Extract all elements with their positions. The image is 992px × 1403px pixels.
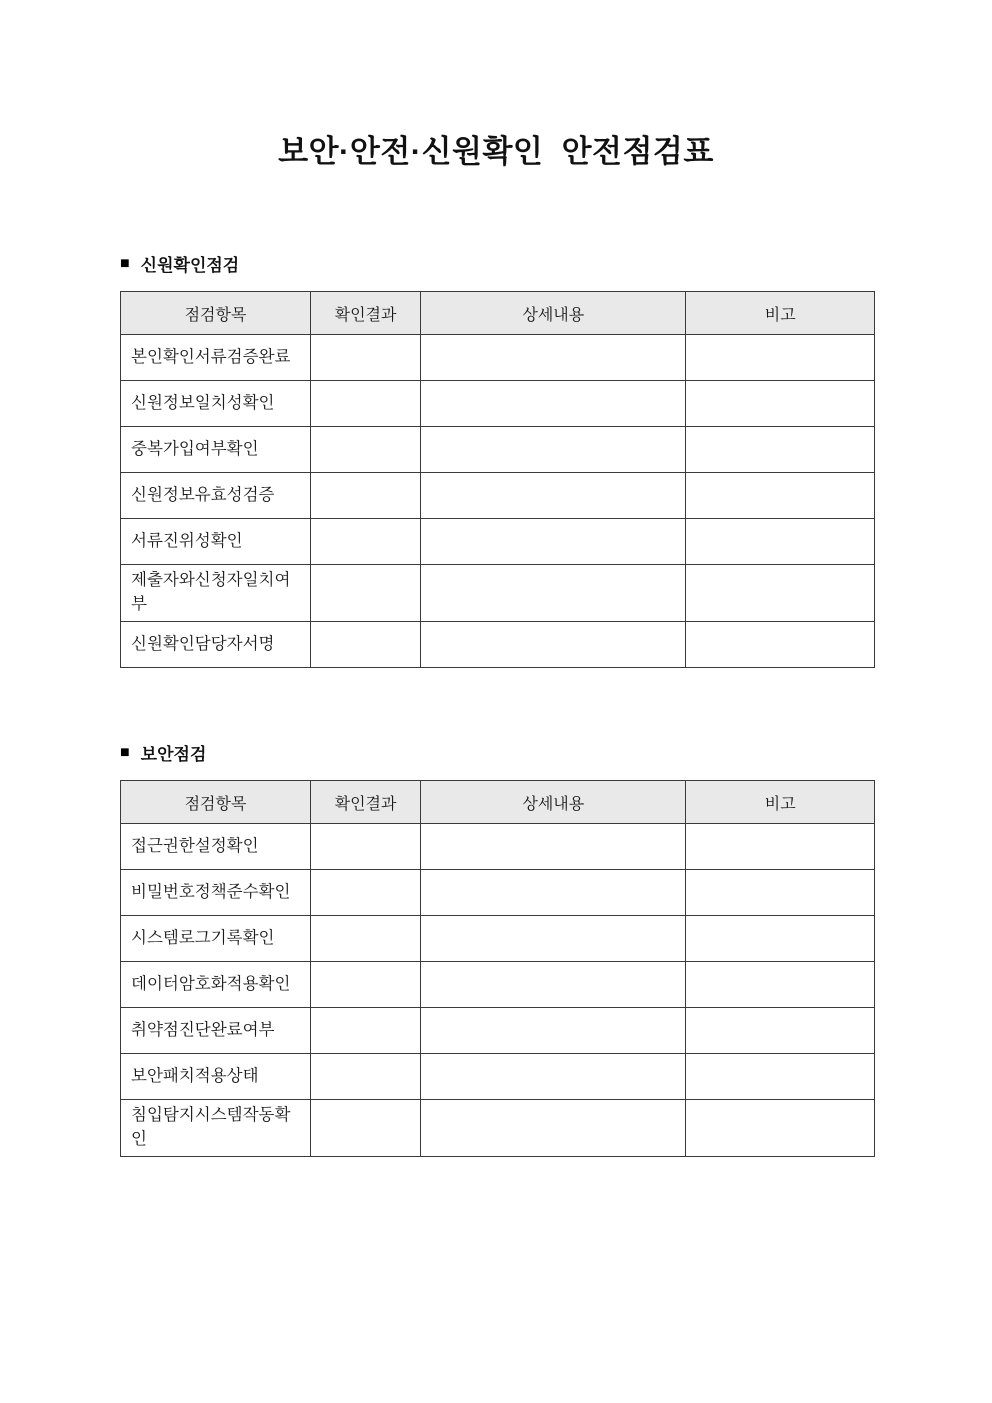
check-item-label: 데이터암호화적용확인 [121, 962, 311, 1008]
detail-cell [421, 381, 686, 427]
result-cell [311, 473, 421, 519]
table-row [121, 1008, 875, 1054]
table-row [121, 824, 875, 870]
check-item-label: 비밀번호정책준수확인 [121, 870, 311, 916]
column-header-result: 확인결과 [311, 781, 421, 824]
detail-cell [421, 870, 686, 916]
result-cell [311, 381, 421, 427]
note-cell [686, 1100, 875, 1157]
note-cell [686, 1008, 875, 1054]
note-cell [686, 824, 875, 870]
section-heading [120, 740, 875, 765]
section-security-check [120, 740, 875, 1157]
result-cell [311, 1054, 421, 1100]
column-header-note: 비고 [686, 292, 875, 335]
result-cell [311, 335, 421, 381]
table-row [121, 335, 875, 381]
note-cell [686, 519, 875, 565]
detail-cell [421, 335, 686, 381]
column-header-item: 점검항목 [121, 292, 311, 335]
detail-cell [421, 622, 686, 668]
table-row [121, 519, 875, 565]
check-item-label: 중복가입여부확인 [121, 427, 311, 473]
table-row [121, 381, 875, 427]
black-square-icon: ■ [120, 254, 130, 272]
table-row [121, 962, 875, 1008]
note-cell [686, 335, 875, 381]
section-heading [120, 251, 875, 276]
note-cell [686, 622, 875, 668]
check-item-label: 신원정보유효성검증 [121, 473, 311, 519]
note-cell [686, 1054, 875, 1100]
column-header-note: 비고 [686, 781, 875, 824]
check-item-label: 침입탐지시스템작동확인 [121, 1100, 311, 1157]
check-item-label: 제출자와신청자일치여부 [121, 565, 311, 622]
section-identity-check [120, 251, 875, 668]
detail-cell [421, 473, 686, 519]
check-item-label: 접근권한설정확인 [121, 824, 311, 870]
detail-cell [421, 519, 686, 565]
note-cell [686, 565, 875, 622]
column-header-result: 확인결과 [311, 292, 421, 335]
result-cell [311, 824, 421, 870]
detail-cell [421, 916, 686, 962]
check-item-label: 시스템로그기록확인 [121, 916, 311, 962]
column-header-item: 점검항목 [121, 781, 311, 824]
security-check-table [120, 780, 875, 1157]
detail-cell [421, 824, 686, 870]
detail-cell [421, 1100, 686, 1157]
result-cell [311, 622, 421, 668]
detail-cell [421, 565, 686, 622]
detail-cell [421, 1008, 686, 1054]
result-cell [311, 565, 421, 622]
note-cell [686, 916, 875, 962]
check-item-label: 본인확인서류검증완료 [121, 335, 311, 381]
note-cell [686, 427, 875, 473]
table-header-row [121, 292, 875, 335]
column-header-detail: 상세내용 [421, 292, 686, 335]
result-cell [311, 427, 421, 473]
detail-cell [421, 962, 686, 1008]
result-cell [311, 870, 421, 916]
column-header-detail: 상세내용 [421, 781, 686, 824]
result-cell [311, 916, 421, 962]
check-item-label: 서류진위성확인 [121, 519, 311, 565]
result-cell [311, 519, 421, 565]
table-row [121, 1100, 875, 1157]
table-row [121, 622, 875, 668]
identity-check-table [120, 291, 875, 668]
check-item-label: 보안패치적용상태 [121, 1054, 311, 1100]
table-header-row [121, 781, 875, 824]
table-row [121, 473, 875, 519]
detail-cell [421, 427, 686, 473]
table-row [121, 1054, 875, 1100]
result-cell [311, 1008, 421, 1054]
table-row [121, 916, 875, 962]
section-heading-label: 보안점검 [140, 745, 207, 765]
note-cell [686, 473, 875, 519]
check-item-label: 취약점진단완료여부 [121, 1008, 311, 1054]
note-cell [686, 870, 875, 916]
detail-cell [421, 1054, 686, 1100]
note-cell [686, 962, 875, 1008]
check-item-label: 신원확인담당자서명 [121, 622, 311, 668]
table-row [121, 870, 875, 916]
section-heading-label: 신원확인점검 [140, 256, 240, 276]
result-cell [311, 962, 421, 1008]
table-row [121, 565, 875, 622]
page-title: 보안·안전·신원확인 안전점검표 [278, 134, 714, 169]
table-row [121, 427, 875, 473]
note-cell [686, 381, 875, 427]
result-cell [311, 1100, 421, 1157]
black-square-icon: ■ [120, 743, 130, 761]
document-content [0, 251, 992, 1157]
check-item-label: 신원정보일치성확인 [121, 381, 311, 427]
